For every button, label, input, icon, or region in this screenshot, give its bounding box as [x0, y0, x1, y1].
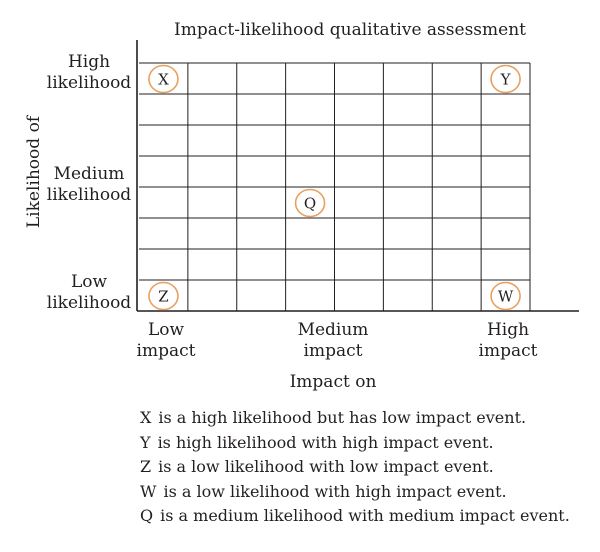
legend-item-w: [140, 480, 570, 505]
marker-label: Q: [303, 194, 317, 213]
x-tick-low: [111, 320, 221, 362]
legend-key-q: Q: [140, 506, 154, 525]
y-tick-medium-line1: Medium: [53, 164, 125, 184]
legend-key-z: Z: [140, 457, 152, 476]
marker-x: [149, 66, 178, 93]
x-tick-medium: [278, 320, 388, 362]
legend-text-y: is high likelihood with high impact event.: [157, 432, 494, 452]
marker-w: [491, 283, 520, 310]
x-tick-medium-line2: impact: [303, 341, 363, 361]
diagram-title: Impact-likelihood qualitative assessment: [174, 20, 526, 40]
x-tick-high-line1: High: [486, 320, 530, 340]
legend-item-x: [140, 406, 570, 431]
x-tick-low-line1: Low: [147, 320, 185, 340]
y-tick-high-line1: High: [67, 52, 111, 72]
x-tick-low-line2: impact: [136, 341, 196, 361]
x-tick-medium-line1: Medium: [297, 320, 369, 340]
marker-q: [296, 190, 325, 217]
legend-text-z: is a low likelihood with low impact event.: [158, 457, 494, 476]
legend-item-z: [140, 455, 570, 480]
y-tick-low-line2: likelihood: [46, 293, 132, 313]
legend-item-q: [140, 504, 570, 529]
legend-text-w: is a low likelihood with high impact event.: [163, 481, 507, 501]
legend-text-x: is a high likelihood but has low impact event.: [158, 408, 527, 427]
marker-label: Z: [158, 287, 169, 306]
marker-z: [149, 283, 178, 310]
y-tick-high-line2: likelihood: [46, 73, 132, 93]
legend: [140, 406, 570, 529]
marker-label: Y: [500, 70, 511, 89]
legend-key-w: W: [140, 481, 157, 501]
marker-y: [491, 66, 520, 93]
marker-label: W: [497, 287, 514, 306]
y-tick-medium-line2: likelihood: [46, 185, 132, 205]
legend-key-x: X: [140, 408, 152, 427]
legend-key-y: Y: [140, 432, 151, 452]
y-axis-label: Likelihood of: [24, 115, 44, 229]
x-tick-high: [453, 320, 563, 362]
legend-item-y: [140, 431, 570, 456]
x-axis-label: Impact on: [289, 372, 377, 392]
y-tick-low-line1: Low: [70, 272, 108, 292]
marker-label: X: [158, 70, 169, 89]
legend-text-q: is a medium likelihood with medium impact event.: [160, 506, 570, 525]
x-tick-high-line2: impact: [478, 341, 538, 361]
